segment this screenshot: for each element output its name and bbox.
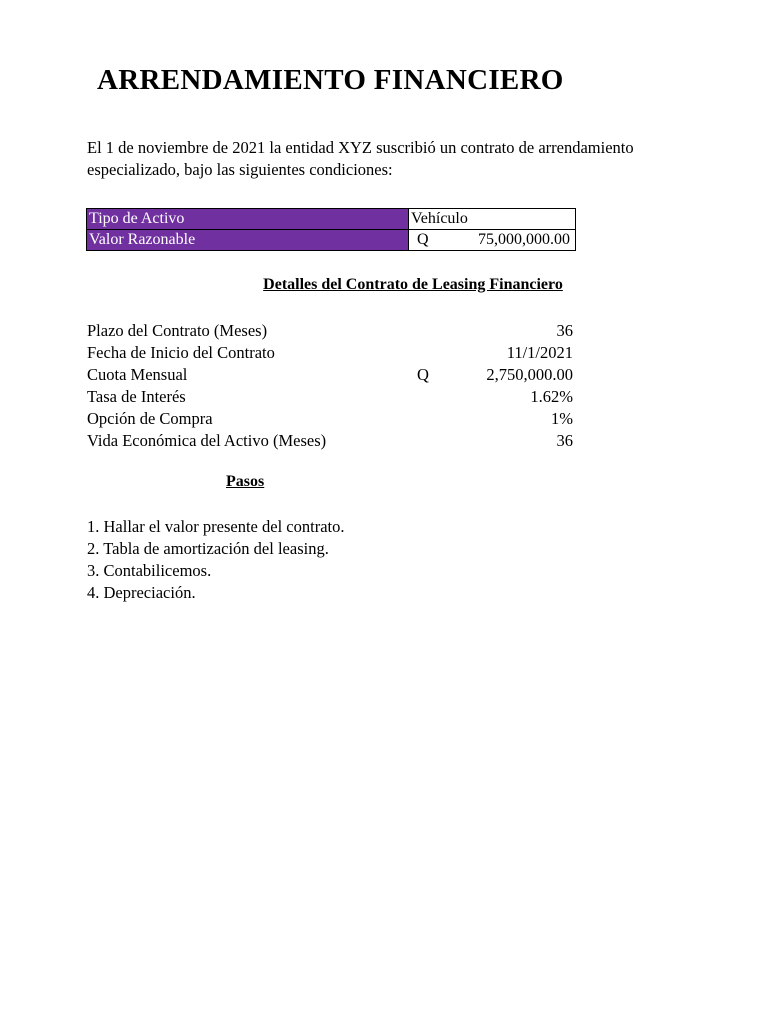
detail-row-interest-rate <box>87 386 577 408</box>
asset-row-type <box>87 209 576 230</box>
step-item: 4. Depreciación. <box>87 583 196 602</box>
detail-label: Cuota Mensual <box>87 365 188 384</box>
steps-list <box>87 516 344 604</box>
detail-row-term <box>87 320 577 342</box>
steps-title: Pasos <box>226 473 265 490</box>
detail-value: 1% <box>551 409 573 428</box>
detail-label: Tasa de Interés <box>87 387 186 406</box>
intro-line-2: especializado, bajo las siguientes condiciones: <box>87 160 393 179</box>
contract-details <box>87 320 577 452</box>
details-section-title: Detalles del Contrato de Leasing Financiero <box>263 276 563 293</box>
detail-row-purchase-option <box>87 408 577 430</box>
asset-row-fair-value <box>87 230 576 251</box>
fair-value-cell <box>409 230 576 251</box>
fair-value-currency: Q <box>417 231 429 248</box>
step-item: 1. Hallar el valor presente del contrato. <box>87 517 345 536</box>
fair-value-label: Valor Razonable <box>87 230 409 251</box>
intro-paragraph <box>87 137 660 181</box>
intro-line-1: El 1 de noviembre de 2021 la entidad XYZ suscribió un contrato de arrendamiento <box>87 138 634 157</box>
fair-value-amount: 75,000,000.00 <box>478 231 570 248</box>
detail-value: 36 <box>556 321 573 340</box>
asset-type-value: Vehículo <box>409 209 576 230</box>
detail-currency: Q <box>417 365 429 384</box>
detail-value: 36 <box>556 431 573 450</box>
detail-label: Plazo del Contrato (Meses) <box>87 321 268 340</box>
asset-table <box>86 208 576 251</box>
asset-type-label: Tipo de Activo <box>87 209 409 230</box>
detail-row-monthly-payment <box>87 364 577 386</box>
detail-row-start-date <box>87 342 577 364</box>
detail-label: Fecha de Inicio del Contrato <box>87 343 275 362</box>
document-title: ARRENDAMIENTO FINANCIERO <box>97 64 564 96</box>
detail-value: 2,750,000.00 <box>486 365 573 384</box>
detail-value: 1.62% <box>530 387 573 406</box>
step-item: 3. Contabilicemos. <box>87 561 212 580</box>
detail-row-economic-life <box>87 430 577 452</box>
detail-label: Vida Económica del Activo (Meses) <box>87 431 327 450</box>
detail-value: 11/1/2021 <box>506 343 573 362</box>
detail-label: Opción de Compra <box>87 409 213 428</box>
step-item: 2. Tabla de amortización del leasing. <box>87 539 329 558</box>
